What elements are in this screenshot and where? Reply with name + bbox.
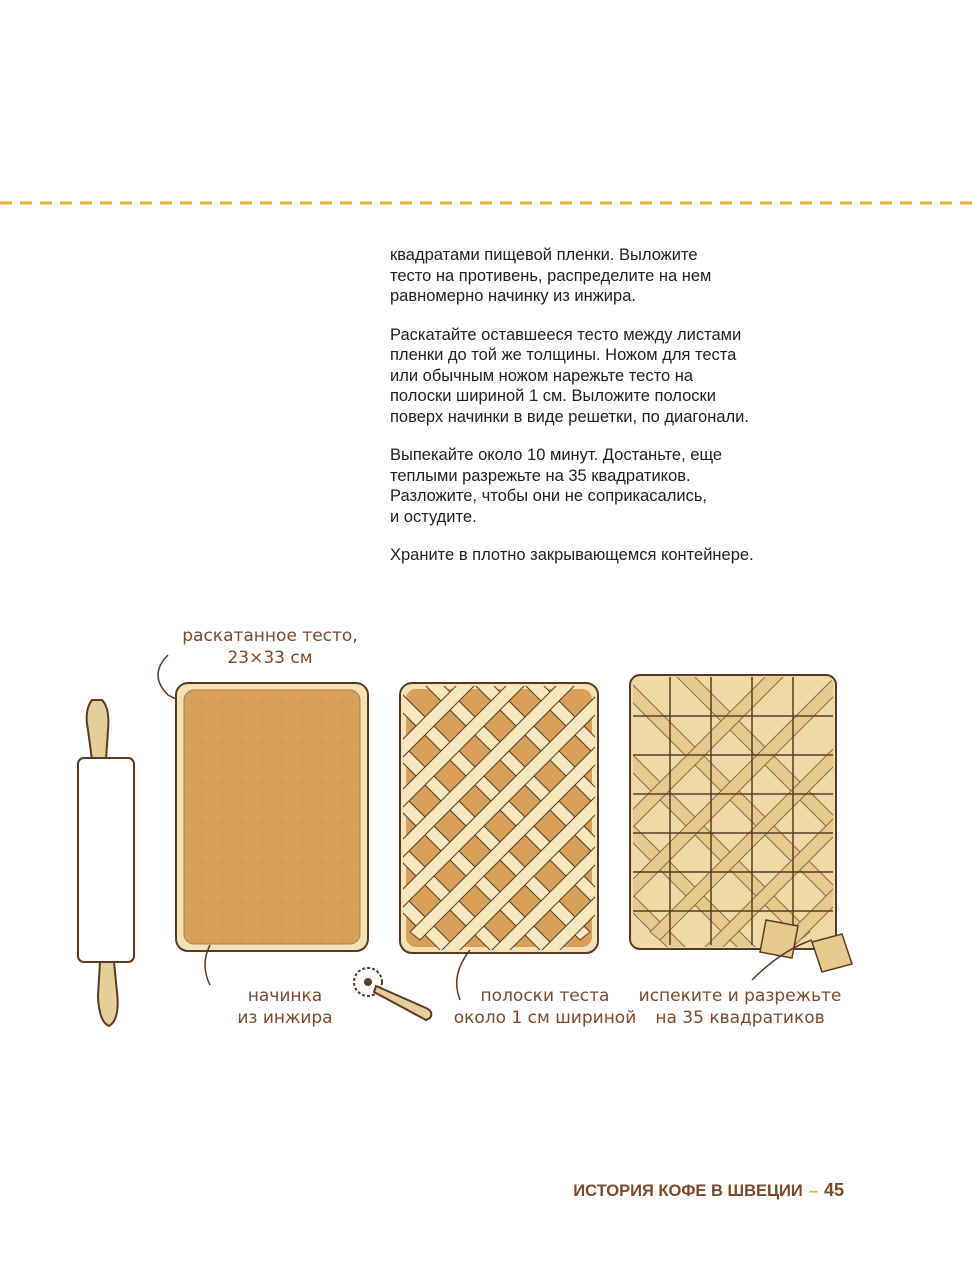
footer-title: ИСТОРИЯ КОФЕ В ШВЕЦИИ	[573, 1182, 803, 1200]
rolling-pin-icon	[78, 700, 134, 1026]
footer-separator: –	[808, 1182, 818, 1200]
paragraph: Раскатайте оставшееся тесто между листами пленки до той же толщины. Ножом для теста или обычным ножом нарежьте тесто на полоски шириной 1 см. Выложите полоски поверх начинки в виде решетки, по диагонали.	[390, 325, 749, 426]
page-number: 45	[823, 1180, 844, 1200]
page-footer	[400, 1180, 844, 1201]
dashed-divider	[0, 200, 974, 206]
pastry-wheel-icon	[354, 968, 431, 1020]
recipe-text	[390, 245, 830, 584]
paragraph: квадратами пищевой пленки. Выложите тесто на противень, распределите на нем равномерно начинку из инжира.	[390, 246, 712, 305]
caption-fig-filling: начинка из инжира	[237, 986, 333, 1028]
caption-rolled-dough: раскатанное тесто, 23×33 см	[182, 626, 358, 668]
paragraph: Выпекайте около 10 минут. Достаньте, еще теплыми разрежьте на 35 квадратиков. Разложите, чтобы они не соприкасались, и остудите.	[390, 446, 723, 526]
rolled-dough-illustration	[176, 683, 368, 951]
caption-bake-and-cut: испеките и разрежьте на 35 квадратиков	[638, 986, 842, 1028]
caption-dough-strips: полоски теста около 1 см шириной	[453, 986, 637, 1028]
paragraph: Храните в плотно закрывающемся контейнере.	[390, 546, 754, 564]
recipe-illustration	[0, 600, 974, 1050]
